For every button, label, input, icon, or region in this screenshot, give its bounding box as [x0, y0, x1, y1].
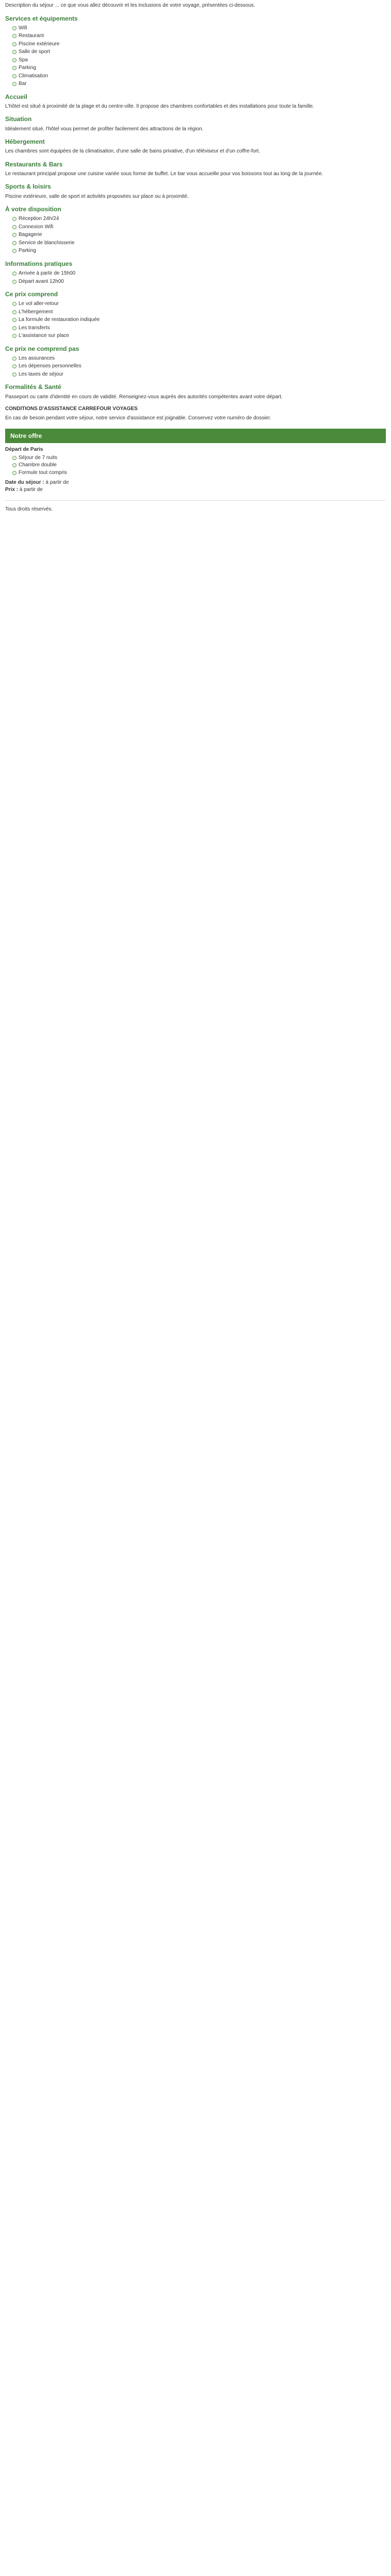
- sports-text: Piscine extérieure, salle de sport et activités proposées sur place ou à proximité.: [5, 193, 189, 199]
- trip-date-label: Date du séjour :: [5, 480, 44, 486]
- trip-title: Départ de Paris: [5, 447, 43, 453]
- formalities-title: Formalités & Santé: [5, 383, 61, 391]
- info-list: [5, 270, 386, 285]
- info-title: Informations pratiques: [5, 260, 73, 267]
- list-item: Piscine extérieure: [12, 41, 386, 48]
- situation-text: Idéalement situé, l'hôtel vous permet de profiter facilement des attractions de la région.: [5, 126, 204, 132]
- restaurants-title: Restaurants & Bars: [5, 160, 63, 168]
- trip-price-label: Prix :: [5, 486, 19, 493]
- list-item: Les transferts: [12, 325, 386, 332]
- list-item: La formule de restauration indiquée: [12, 316, 386, 324]
- rooms-text: Les chambres sont équipées de la climatisation, d'une salle de bains privative, d'un téléviseur et d'un coffre-fort.: [5, 148, 260, 155]
- list-item: Parking: [12, 247, 386, 255]
- children-list: [5, 215, 386, 255]
- list-item: Chambre double: [12, 462, 386, 469]
- list-item: Connexion Wifi: [12, 224, 386, 231]
- services-title: Services et équipements: [5, 14, 78, 22]
- list-item: Bagagerie: [12, 231, 386, 239]
- list-item: Salle de sport: [12, 48, 386, 56]
- list-item: Spa: [12, 57, 386, 64]
- rooms-title: Hébergement: [5, 138, 45, 146]
- price-excludes-list: [5, 355, 386, 378]
- footer-text: Tous droits réservés.: [5, 506, 53, 513]
- accommodation-text: L'hôtel est situé à proximité de la plage et du centre-ville. Il propose des chambres confortables et des installations pour toute la famille.: [5, 103, 314, 109]
- intro-text: Description du séjour ... ce que vous allez découvrir et les inclusions de votre voyage, présentées ci-dessous.: [5, 3, 255, 8]
- list-item: Séjour de 7 nuits: [12, 454, 386, 462]
- restaurants-text: Le restaurant principal propose une cuisine variée sous forme de buffet. Le bar vous accueille pour vos boissons tout au long de la journée.: [5, 171, 323, 177]
- price-includes-list: [5, 300, 386, 340]
- price-excludes-title: Ce prix ne comprend pas: [5, 345, 79, 352]
- trip-lines: [5, 454, 386, 477]
- trip-date: [5, 479, 386, 486]
- list-item: Formule tout compris: [12, 469, 386, 477]
- services-list: [5, 25, 386, 88]
- list-item: Départ avant 12h00: [12, 278, 386, 285]
- list-item: Les assurances: [12, 355, 386, 362]
- list-item: Les dépenses personnelles: [12, 363, 386, 370]
- list-item: Parking: [12, 64, 386, 72]
- formalities-text: Passeport ou carte d'identité en cours de validité. Renseignez-vous auprès des autorités compétentes avant votre départ.: [5, 394, 283, 400]
- list-item: Restaurant: [12, 32, 386, 40]
- list-item: Arrivée à partir de 15h00: [12, 270, 386, 277]
- list-item: Le vol aller-retour: [12, 300, 386, 308]
- list-item: Les taxes de séjour: [12, 371, 386, 378]
- page: [0, 0, 391, 527]
- list-item: Réception 24h/24: [12, 215, 386, 223]
- children-title: À votre disposition: [5, 206, 61, 213]
- accommodation-title: Accueil: [5, 93, 27, 100]
- list-item: Service de blanchisserie: [12, 240, 386, 247]
- trip-price: [5, 486, 386, 494]
- trip-card: [5, 446, 386, 493]
- list-item: Wifi: [12, 25, 386, 32]
- situation-title: Situation: [5, 115, 32, 123]
- offers-banner: Notre offre: [5, 429, 386, 443]
- list-item: L'assistance sur place: [12, 332, 386, 340]
- trip-date-value: à partir de: [45, 480, 69, 486]
- legal-text: En cas de besoin pendant votre séjour, notre service d'assistance est joignable. Conservez votre numéro de dossier.: [5, 415, 271, 421]
- list-item: Bar: [12, 80, 386, 88]
- list-item: L'hébergement: [12, 309, 386, 316]
- legal-title: CONDITIONS D'ASSISTANCE CARREFOUR VOYAGES: [5, 406, 138, 412]
- sports-title: Sports & loisirs: [5, 183, 51, 191]
- divider: [5, 500, 386, 501]
- trip-price-value: à partir de: [19, 486, 43, 493]
- price-includes-title: Ce prix comprend: [5, 291, 58, 298]
- list-item: Climatisation: [12, 73, 386, 80]
